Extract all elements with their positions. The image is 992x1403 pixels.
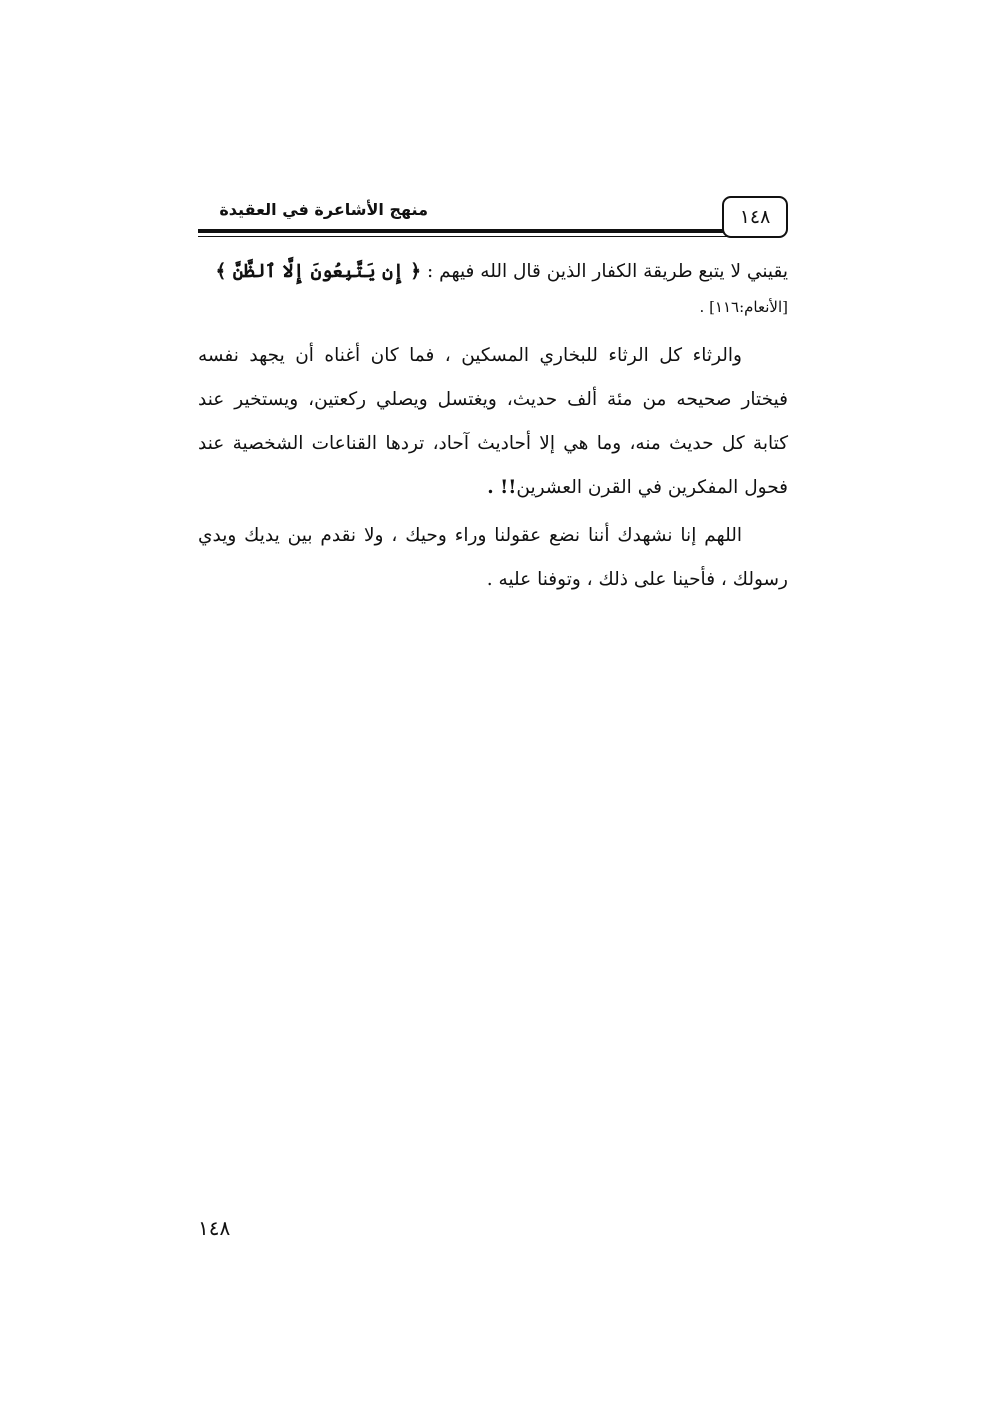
paragraph-1	[198, 250, 788, 294]
footer-page-number: ١٤٨	[198, 1216, 231, 1240]
verse-citation: [الأنعام:١١٦] .	[699, 298, 788, 316]
header-rule-thick	[198, 229, 728, 233]
paragraph-2	[198, 334, 788, 510]
header-page-number: ١٤٨	[722, 196, 788, 238]
header-rule-thin	[198, 236, 728, 237]
paragraph-2-exclamation: !! .	[487, 477, 517, 498]
paragraph-1-text: يقيني لا يتبع طريقة الكفار الذين قال الله فيهم :	[421, 261, 788, 282]
paragraph-2-text: والرثاء كل الرثاء للبخاري المسكين ، فما كان أغناه أن يجهد نفسه فيختار صحيحه من مئة ألف حديث، ويغتسل ويصلي ركعتين، ويستخير عند كتابة كل حديث منه، وما هي إلا أحاديث آحاد، تردها القناعات الشخصية عند فحول المفكرين في القرن العشرين	[198, 345, 788, 498]
page-body	[198, 250, 788, 602]
quran-verse: ﴿ إِن يَتَّبِعُونَ إِلَّا ٱلظَّنَّ ﴾	[215, 261, 422, 282]
page-header	[198, 196, 788, 242]
paragraph-3: اللهم إنا نشهدك أننا نضع عقولنا وراء وحيك ، ولا نقدم بين يديك ويدي رسولك ، فأحينا على ذلك ، وتوفنا عليه .	[198, 525, 788, 590]
running-title: منهج الأشاعرة في العقيدة	[219, 200, 428, 219]
